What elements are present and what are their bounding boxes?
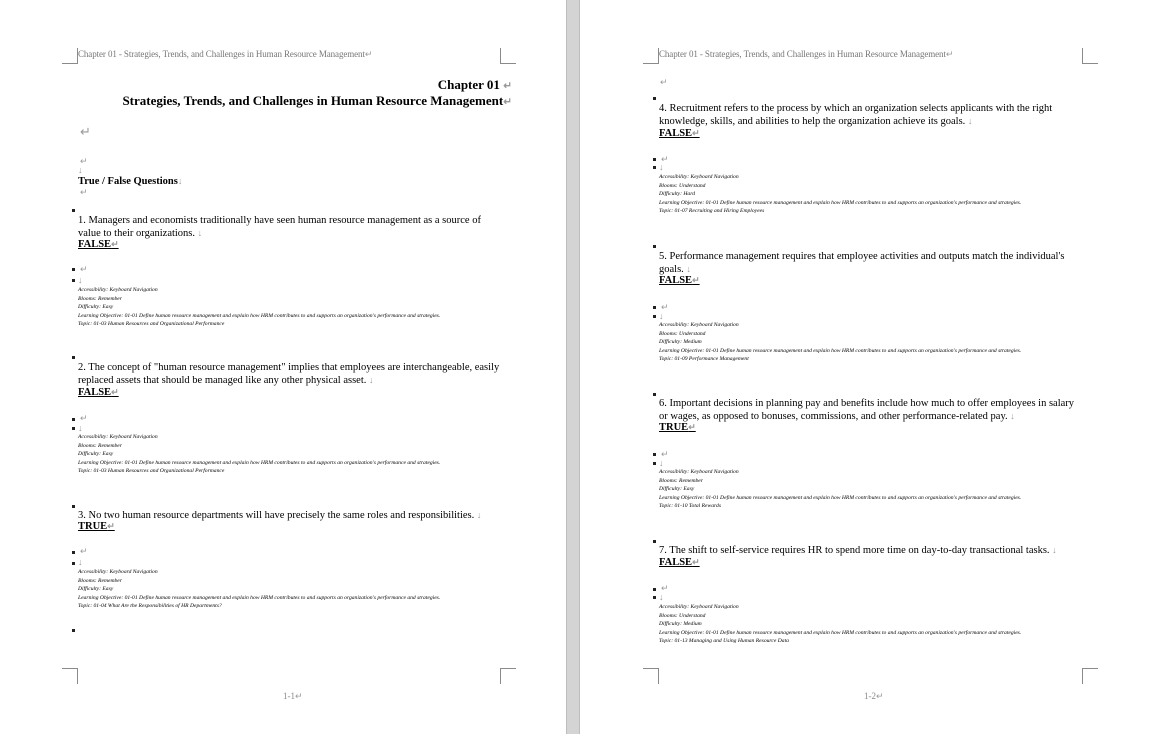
line-break-mark: ↓ (659, 458, 664, 468)
anchor-marker (653, 596, 656, 599)
question-3-metadata: Accessibility: Keyboard Navigation Blooms: Remember Difficulty: Easy Learning Objective: 01-01 Define human resource management and explain how HRM contributes to and supports an organization's performance and strategies. Topic: 01-04 What Are the Responsibilities of HR Departments? (78, 569, 441, 609)
question-4-metadata: Accessibility: Keyboard Navigation Blooms: Understand Difficulty: Hard Learning Objective: 01-01 Define human resource management and explain how HRM contributes to and supports an organization's performance and strategies. Topic: 01-07 Recruiting and Hiring Employees (659, 174, 1022, 214)
question-3-text: 3. No two human resource departments will have precisely the same roles and responsibilities. ↓ (78, 510, 482, 521)
anchor-marker (653, 97, 656, 100)
anchor-marker (72, 551, 75, 554)
paragraph-mark: ↵ (80, 187, 88, 197)
crop-mark-top-right (500, 48, 516, 64)
paragraph-mark: ↵ (80, 546, 88, 556)
anchor-marker (653, 306, 656, 309)
anchor-marker (653, 453, 656, 456)
anchor-marker (653, 588, 656, 591)
line-break-mark: ↓ (78, 423, 83, 433)
crop-mark-bottom-left (643, 668, 659, 684)
line-break-mark: ↓ (78, 165, 83, 175)
crop-mark-top-left (643, 48, 659, 64)
question-7-answer: FALSE↵ (659, 557, 700, 568)
crop-mark-bottom-right (500, 668, 516, 684)
question-1-text: 1. Managers and economists traditionally have seen human resource management as a source of value to their organizations. ↓ (78, 215, 481, 239)
anchor-marker (653, 245, 656, 248)
question-6-text: 6. Important decisions in planning pay and benefits include how much to offer employees in salary or wages, as opposed to bonuses, commissions, and other performance-related pay. ↓ (659, 398, 1075, 422)
question-7-text: 7. The shift to self-service requires HR to spend more time on day-to-day transactional tasks. ↓ (659, 545, 1057, 556)
line-break-mark: ↓ (659, 592, 664, 602)
anchor-marker (653, 393, 656, 396)
question-2-metadata: Accessibility: Keyboard Navigation Blooms: Remember Difficulty: Easy Learning Objective: 01-01 Define human resource management and explain how HRM contributes to and supports an organization's performance and strategies. Topic: 01-03 Human Resources and Organizational Performance (78, 434, 441, 474)
paragraph-mark: ↵ (80, 156, 88, 166)
anchor-marker (72, 427, 75, 430)
page-gutter (566, 0, 580, 734)
document-page-2 (580, 0, 1149, 734)
section-heading: True / False Questions↓ (78, 176, 183, 187)
crop-mark-bottom-left (62, 668, 78, 684)
paragraph-mark: ↵ (661, 302, 669, 312)
question-5-text: 5. Performance management requires that employee activities and outputs match the individual's goals. ↓ (659, 251, 1065, 275)
paragraph-mark: ↵ (660, 77, 668, 87)
question-1-metadata: Accessibility: Keyboard Navigation Blooms: Remember Difficulty: Easy Learning Objective: 01-01 Define human resource management and explain how HRM contributes to and supports an organization's performance and strategies. Topic: 01-03 Human Resources and Organizational Performance (78, 287, 441, 327)
question-6-answer: TRUE↵ (659, 422, 696, 433)
anchor-marker (653, 540, 656, 543)
chapter-title: Chapter 01 ↵ (437, 77, 512, 92)
anchor-marker (653, 158, 656, 161)
line-break-mark: ↓ (78, 557, 83, 567)
line-break-mark: ↓ (78, 275, 83, 285)
crop-mark-bottom-right (1082, 668, 1098, 684)
question-2-answer: FALSE↵ (78, 387, 119, 398)
paragraph-mark: ↵ (661, 154, 669, 164)
anchor-marker (653, 315, 656, 318)
page-header: Chapter 01 - Strategies, Trends, and Challenges in Human Resource Management↵ (78, 49, 373, 59)
anchor-marker (72, 356, 75, 359)
question-3-answer: TRUE↵ (78, 521, 115, 532)
question-5-metadata: Accessibility: Keyboard Navigation Blooms: Understand Difficulty: Medium Learning Objective: 01-01 Define human resource management and explain how HRM contributes to and supports an organization's performance and strategies. Topic: 01-09 Performance Management (659, 322, 1022, 362)
anchor-marker (72, 418, 75, 421)
page-number: 1-1↵ (283, 691, 303, 701)
paragraph-mark: ↵ (80, 264, 88, 274)
question-1-answer: FALSE↵ (78, 239, 119, 250)
question-5-answer: FALSE↵ (659, 275, 700, 286)
line-break-mark: ↓ (659, 162, 664, 172)
line-break-mark: ↓ (659, 311, 664, 321)
crop-mark-top-right (1082, 48, 1098, 64)
question-2-text: 2. The concept of "human resource management" implies that employees are interchangeable, easily replaced assets that should be managed like any other physical asset. ↓ (78, 362, 500, 386)
anchor-marker (72, 629, 75, 632)
paragraph-mark: ↵ (661, 449, 669, 459)
question-6-metadata: Accessibility: Keyboard Navigation Blooms: Remember Difficulty: Easy Learning Objective: 01-01 Define human resource management and explain how HRM contributes to and supports an organization's performance and strategies. Topic: 01-10 Total Rewards (659, 469, 1022, 509)
crop-mark-top-left (62, 48, 78, 64)
anchor-marker (72, 562, 75, 565)
question-7-metadata: Accessibility: Keyboard Navigation Blooms: Understand Difficulty: Medium Learning Objective: 01-01 Define human resource management and explain how HRM contributes to and supports an organization's performance and strategies. Topic: 01-13 Managing and Using Human Resource Data (659, 604, 1022, 644)
paragraph-mark: ↵ (80, 413, 88, 423)
anchor-marker (72, 268, 75, 271)
anchor-marker (72, 279, 75, 282)
question-4-text: 4. Recruitment refers to the process by which an organization selects applicants with the right knowledge, skills, and abilities to help the organization achieve its goals. ↓ (659, 103, 1053, 127)
page-header: Chapter 01 - Strategies, Trends, and Challenges in Human Resource Management↵ (659, 49, 954, 59)
page-number: 1-2↵ (864, 691, 884, 701)
paragraph-mark: ↵ (661, 583, 669, 593)
question-4-answer: FALSE↵ (659, 128, 700, 139)
chapter-subtitle: Strategies, Trends, and Challenges in Human Resource Management↵ (122, 93, 512, 108)
document-page-1 (0, 0, 566, 734)
anchor-marker (653, 166, 656, 169)
anchor-marker (72, 209, 75, 212)
anchor-marker (653, 462, 656, 465)
paragraph-mark: ↵ (80, 124, 91, 139)
anchor-marker (72, 505, 75, 508)
